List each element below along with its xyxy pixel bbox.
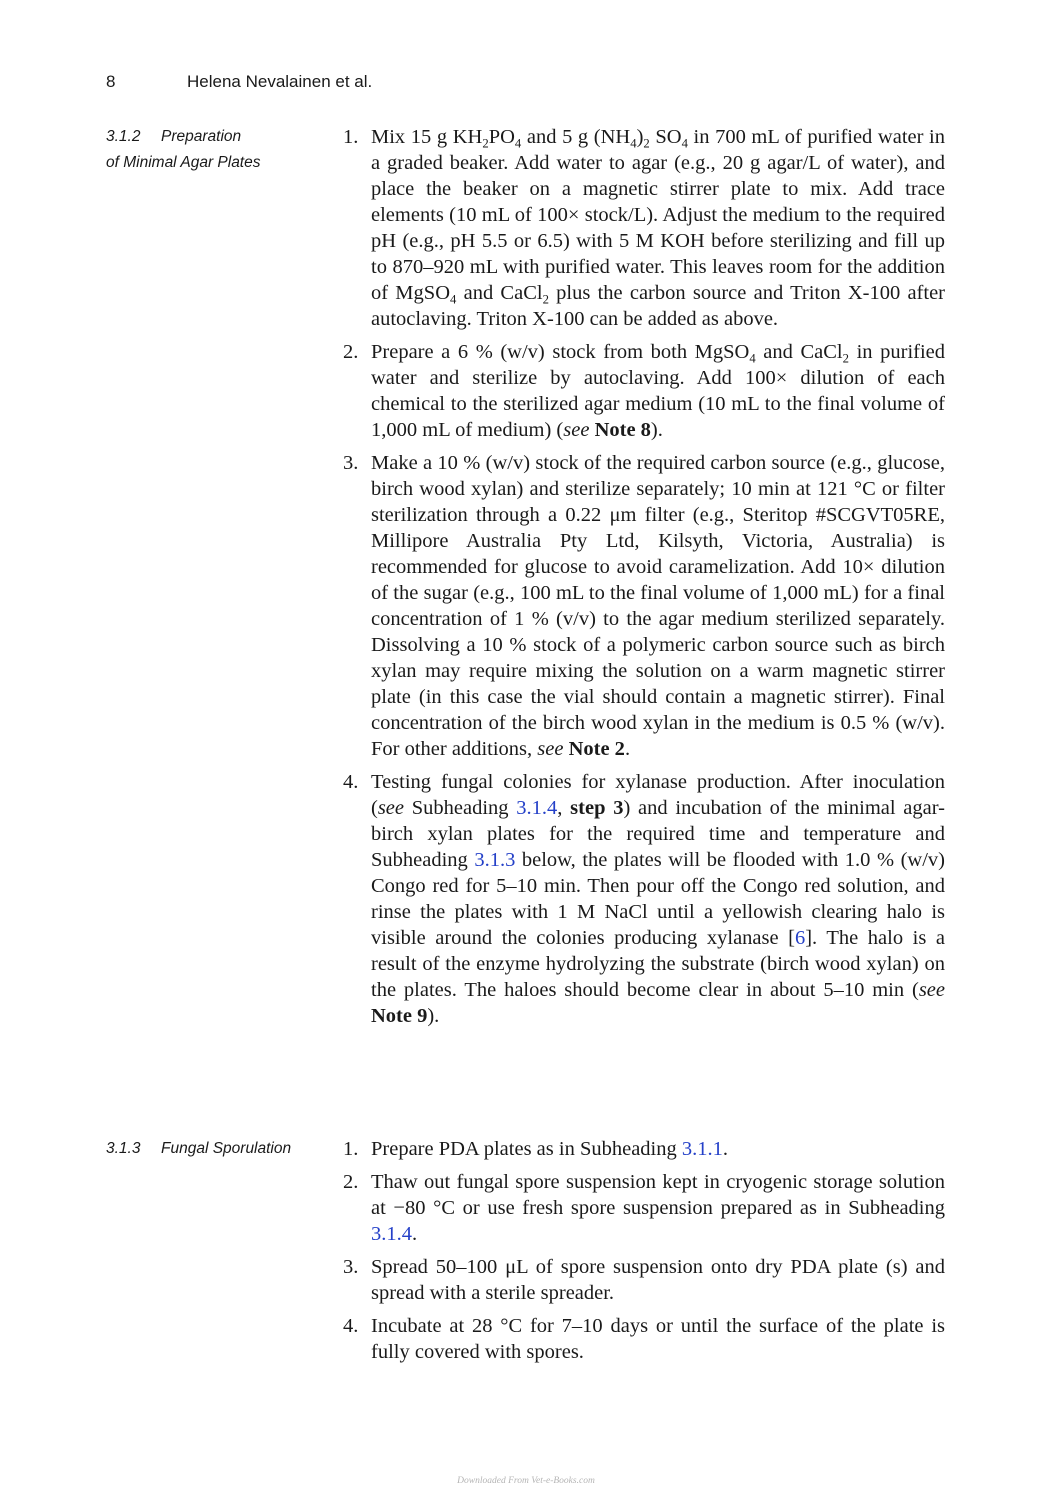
step-item <box>343 339 945 443</box>
subheading-link[interactable]: 3.1.4 <box>371 1223 412 1245</box>
step-number: 1. <box>343 126 359 148</box>
step-item <box>343 450 945 762</box>
step-text: Thaw out fungal spore suspension kept in cryogenic storage solution at −80 °C or use fresh spore suspension prepared as in Subheading 3.1.4. <box>371 1171 945 1245</box>
note-ref: Note 2 <box>568 738 625 760</box>
step-list <box>343 124 945 1036</box>
step-number: 4. <box>343 1315 359 1337</box>
section-title-line1: Preparation <box>161 128 242 145</box>
subheading-link[interactable]: 3.1.3 <box>474 849 516 871</box>
step-item <box>343 1136 945 1162</box>
step-text: Testing fungal colonies for xylanase production. After inoculation (see Subheading 3.1.4, step 3) and incubation of the minimal agar-birch xylan plates for the required time and temperature and Subheading 3.1.3 below, the plates will be flooded with 1.0 % (w/v) Congo red for 5–10 min. Then pour off the Congo red solution, and rinse the plates with 1 M NaCl until a yellowish clearing halo is visible around the colonies producing xylanase [6]. The halo is a result of the enzyme hydrolyzing the substrate (birch wood xylan) on the plates. The haloes should become clear in about 5–10 min (see Note 9). <box>371 771 946 1027</box>
step-text: Incubate at 28 °C for 7–10 days or until the surface of the plate is fully covered with spores. <box>371 1315 945 1363</box>
page-number: 8 <box>106 72 116 91</box>
step-number: 2. <box>343 1171 359 1193</box>
step-number: 4. <box>343 771 359 793</box>
note-ref: Note 9 <box>371 1005 428 1027</box>
step-text: Prepare PDA plates as in Subheading 3.1.1. <box>371 1138 728 1160</box>
step-item <box>343 769 945 1029</box>
section-number: 3.1.3 <box>106 1140 141 1157</box>
step-item <box>343 124 945 332</box>
section-number: 3.1.2 <box>106 128 141 145</box>
subheading-link[interactable]: 3.1.4 <box>516 797 558 819</box>
step-number: 2. <box>343 341 359 363</box>
note-ref: Note 8 <box>594 419 651 441</box>
section-heading <box>106 1136 326 1162</box>
running-header-authors: Helena Nevalainen et al. <box>187 72 373 91</box>
step-number: 3. <box>343 452 359 474</box>
step-number: 3. <box>343 1256 359 1278</box>
step-list <box>343 1136 945 1372</box>
subheading-link[interactable]: 3.1.1 <box>681 1138 723 1160</box>
step-text: Make a 10 % (w/v) stock of the required carbon source (e.g., glucose, birch wood xylan) and sterilize separately; 10 min at 121 °C or filter sterilization through a 0.22 μm filter (e.g., Steritop #SCGVT05RE, Millipore Australia Pty Ltd, Kilsyth, Victoria, Australia) is recommended for glucose to avoid caramelization. Add 10× dilution of the sugar (e.g., 100 mL to the final volume of 1,000 mL) for a final concentration of 1 % (v/v) to the agar medium sterilized separately. Dissolving a 10 % stock of a polymeric carbon source such as birch xylan may require mixing the solution on a warm magnetic stirrer plate (in this case the vial should contain a magnetic stirrer). Final concentration of the birch wood xylan in the medium is 0.5 % (w/v). For other additions, see Note 2. <box>371 452 945 760</box>
step-item <box>343 1169 945 1247</box>
section-heading <box>106 124 326 176</box>
step-item <box>343 1313 945 1365</box>
section-title-line1: Fungal Sporulation <box>161 1140 292 1157</box>
citation-link[interactable]: 6 <box>794 927 806 949</box>
running-header <box>106 72 372 92</box>
section-title-line2: of Minimal Agar Plates <box>106 154 261 171</box>
step-text: Prepare a 6 % (w/v) stock from both MgSO$_4$ and CaCl$_2$ in purified water and sterilize by autoclaving. Add 100× dilution of each chemical to the sterilized agar medium (10 mL to the final volume of 1,000 mL of medium) (see Note 8). <box>371 341 946 441</box>
watermark: Downloaded From Vet-e-Books.com <box>457 1476 595 1486</box>
step-text: Mix 15 g $KH_2PO_4$ and 5 g $(NH_4)_2$ $SO_4$ in 700 mL of purified water in a graded beaker. Add water to agar (e.g., 20 g agar/L of water), and place the beaker on a magnetic stirrer plate to mix. Add trace elements (10 mL of 100× stock/L). Adjust the medium to the required pH (e.g., pH 5.5 or 6.5) with 5 M KOH before sterilizing and fill up to 870–920 mL with purified water. This leaves room for the addition of MgSO$_4$ and CaCl$_2$ plus the carbon source and Triton X-100 after autoclaving. Triton X-100 can be added as above. <box>371 126 945 330</box>
step-ref: step 3 <box>570 797 624 819</box>
step-item <box>343 1254 945 1306</box>
step-text: Spread 50–100 μL of spore suspension onto dry PDA plate (s) and spread with a sterile spreader. <box>371 1256 945 1304</box>
step-number: 1. <box>343 1138 359 1160</box>
